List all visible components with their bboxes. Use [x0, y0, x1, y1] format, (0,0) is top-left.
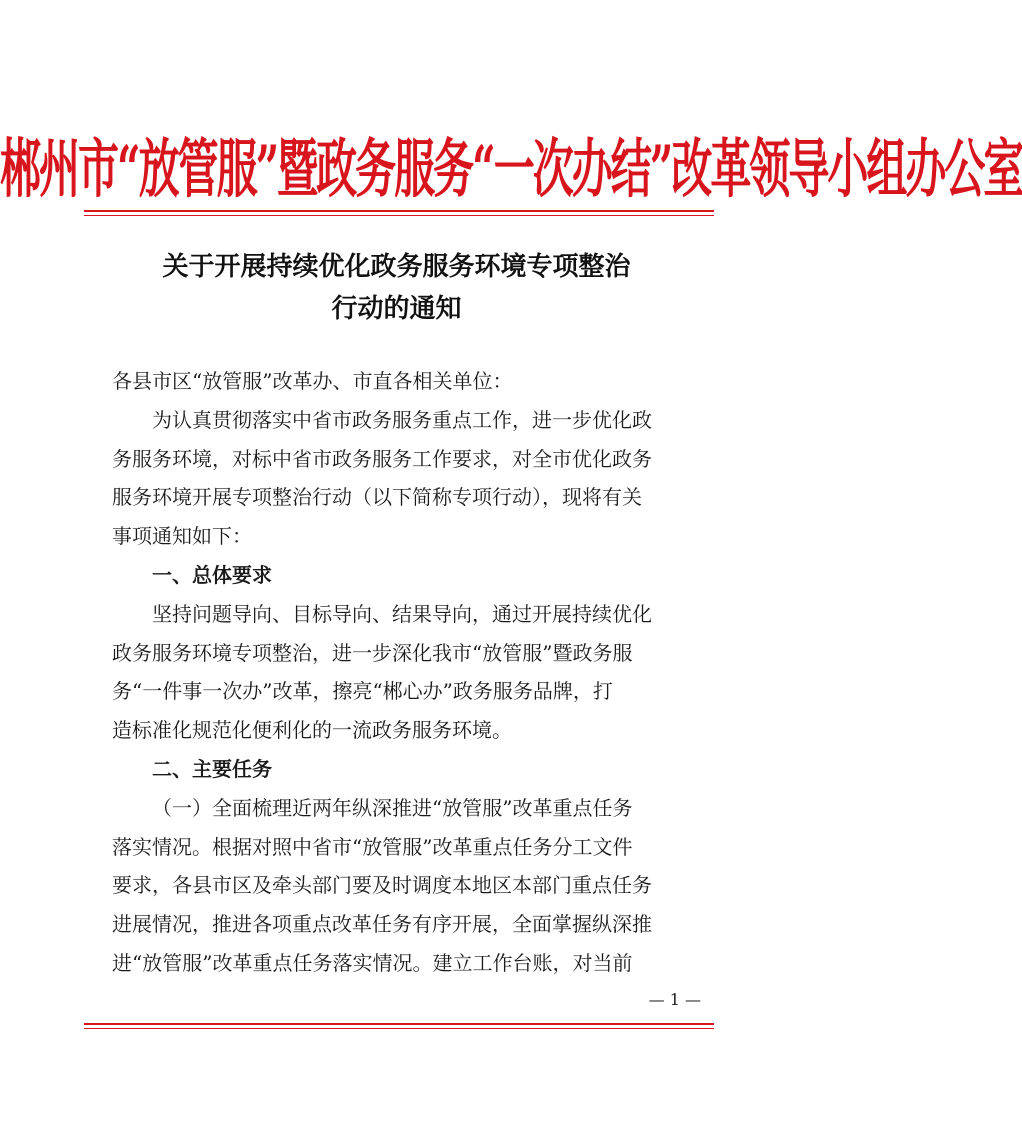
title-line-2: 行动的通知	[331, 294, 462, 324]
section2-line-3: 要求，各县市区及牵头部门要及时调度本地区本部门重点任务	[112, 873, 652, 898]
section2-line-2: 落实情况。根据对照中省市“放管服”改革重点任务分工文件	[112, 834, 633, 859]
section2-line-4: 进展情况，推进各项重点改革任务有序开展，全面掌握纵深推	[112, 912, 652, 937]
page-number: — 1 —	[648, 990, 701, 1009]
intro-line-3: 服务环境开展专项整治行动（以下简称专项行动），现将有关	[112, 485, 642, 510]
section1-line-3: 务“一件事一次办”改革，擦亮“郴心办”政务服务品牌，打	[112, 679, 613, 704]
intro-line-1: 为认真贯彻落实中省市政务服务重点工作，进一步优化政	[152, 407, 652, 432]
document-body	[112, 362, 694, 983]
section2-line-1: （一）全面梳理近两年纵深推进“放管服”改革重点任务	[152, 795, 633, 820]
section1-line-4: 造标准化规范化便利化的一流政务服务环境。	[112, 718, 512, 743]
document-title	[0, 246, 793, 330]
intro-line-2: 务服务环境，对标中省市政务服务工作要求，对全市优化政务	[112, 446, 652, 471]
section-heading-general-requirements	[112, 556, 694, 595]
issuing-authority-header: 郴州市“放管服”暨政务服务“一次办结”改革领导小组办公室	[0, 131, 1022, 207]
header-red-rule-thin	[84, 215, 714, 216]
section1-line-1: 坚持问题导向、目标导向、结果导向，通过开展持续优化	[152, 601, 652, 626]
title-line-1: 关于开展持续优化政务服务环境专项整治	[162, 252, 631, 282]
section1-line-2: 政务服务环境专项整治，进一步深化我市“放管服”暨政务服	[112, 640, 633, 665]
section-heading-main-tasks	[112, 750, 694, 789]
footer-red-rule-thin	[84, 1028, 714, 1029]
footer-red-rule	[84, 1023, 714, 1025]
section1-heading-text: 一、总体要求	[152, 562, 272, 587]
section2-heading-text: 二、主要任务	[152, 756, 272, 781]
section2-line-5: 进“放管服”改革重点任务落实情况。建立工作台账，对当前	[112, 950, 633, 975]
header-red-rule	[84, 210, 714, 212]
intro-line-4: 事项通知如下：	[112, 524, 252, 549]
addressee: 各县市区“放管服”改革办、市直各相关单位：	[112, 369, 513, 393]
